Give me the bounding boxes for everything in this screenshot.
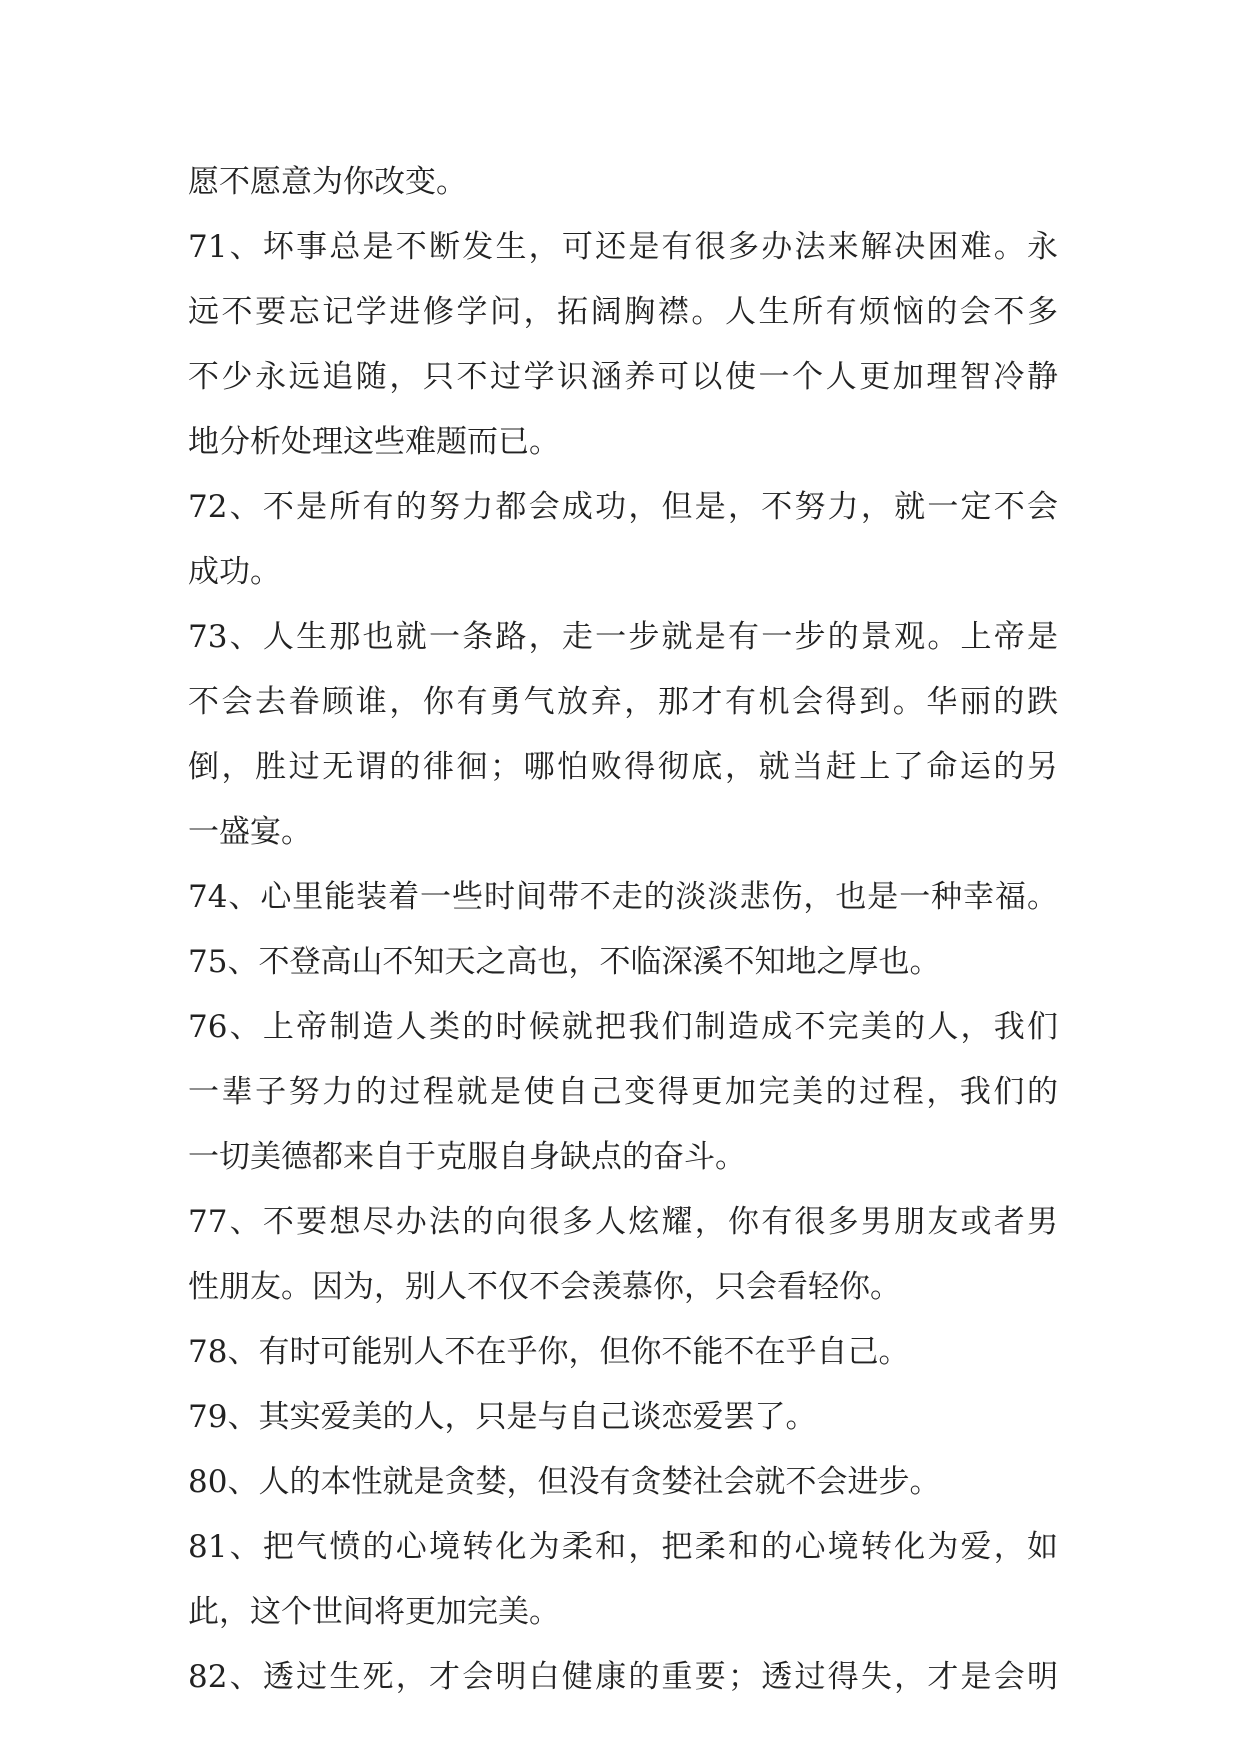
text-line: 79、其实爱美的人，只是与自己谈恋爱罢了。 [188,1399,817,1435]
text-line: 成功。 [188,554,281,590]
text-line: 71、坏事总是不断发生，可还是有很多办法来解决困难。永 [188,229,1058,265]
body-text [188,150,1058,1710]
text-line: 一切美德都来自于克服自身缺点的奋斗。 [188,1139,746,1175]
text-line: 一辈子努力的过程就是使自己变得更加完美的过程，我们的 [188,1074,1058,1110]
text-line: 77、不要想尽办法的向很多人炫耀，你有很多男朋友或者男 [188,1204,1058,1240]
text-line: 72、不是所有的努力都会成功，但是，不努力，就一定不会 [188,489,1058,525]
text-line: 81、把气愤的心境转化为柔和，把柔和的心境转化为爱，如 [188,1529,1058,1565]
text-line: 地分析处理这些难题而已。 [188,424,560,460]
text-line: 倒，胜过无谓的徘徊；哪怕败得彻底，就当赶上了命运的另 [188,749,1058,785]
text-line: 82、透过生死，才会明白健康的重要；透过得失，才是会明 [188,1659,1058,1695]
text-line: 80、人的本性就是贪婪，但没有贪婪社会就不会进步。 [188,1464,941,1500]
text-line: 76、上帝制造人类的时候就把我们制造成不完美的人，我们 [188,1009,1058,1045]
text-line: 不少永远追随，只不过学识涵养可以使一个人更加理智冷静 [188,359,1058,395]
text-line: 远不要忘记学进修学问，拓阔胸襟。人生所有烦恼的会不多 [188,294,1058,330]
text-line: 75、不登高山不知天之高也，不临深溪不知地之厚也。 [188,944,941,980]
text-line: 愿不愿意为你改变。 [188,164,467,200]
text-line: 73、人生那也就一条路，走一步就是有一步的景观。上帝是 [188,619,1058,655]
text-line: 74、心里能装着一些时间带不走的淡淡悲伤，也是一种幸福。 [188,879,1058,915]
text-line: 此，这个世间将更加完美。 [188,1594,560,1630]
text-line: 性朋友。因为，别人不仅不会羡慕你，只会看轻你。 [188,1269,901,1305]
text-line: 一盛宴。 [188,814,312,850]
text-line: 78、有时可能别人不在乎你，但你不能不在乎自己。 [188,1334,910,1370]
text-line: 不会去眷顾谁，你有勇气放弃，那才有机会得到。华丽的跌 [188,684,1058,720]
